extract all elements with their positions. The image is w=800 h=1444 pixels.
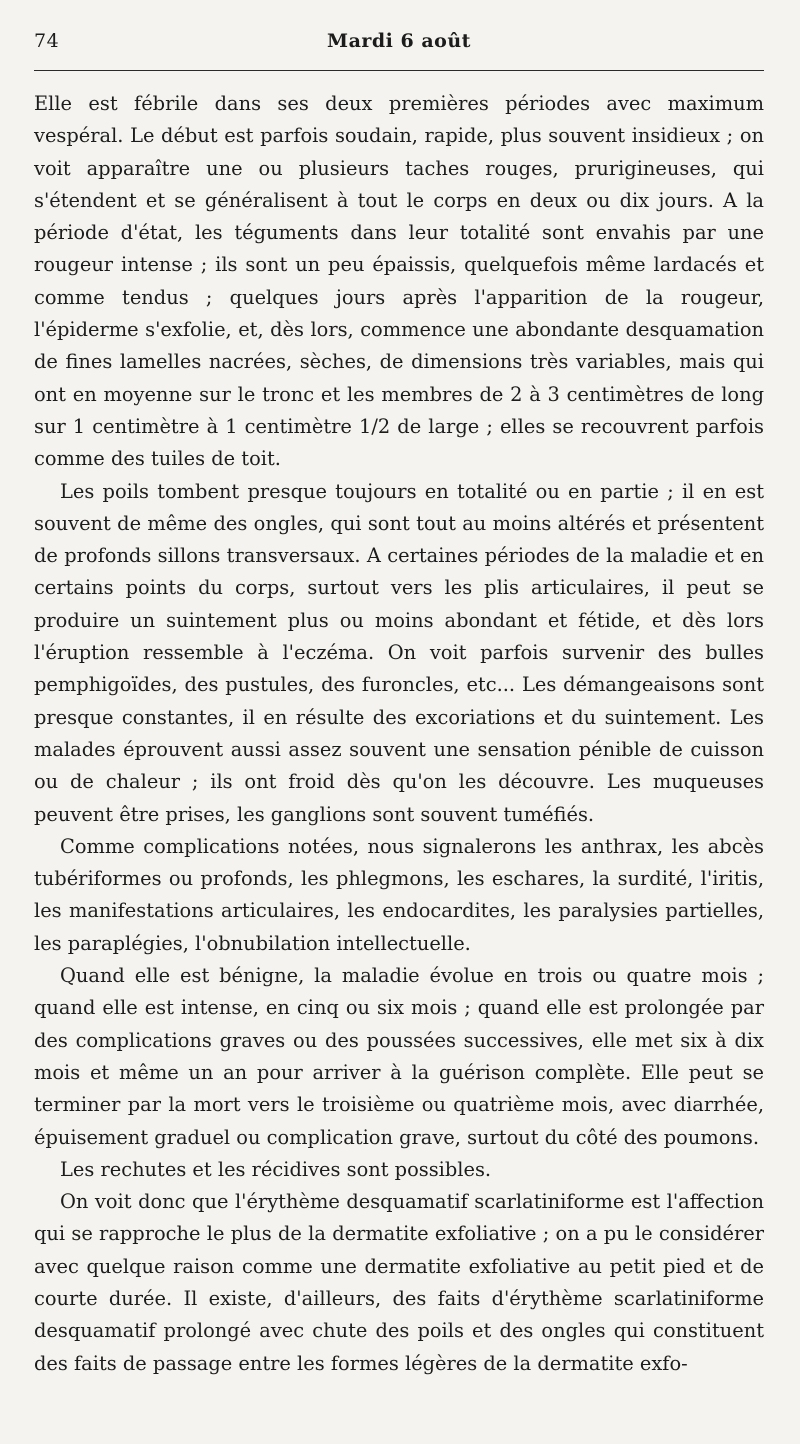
paragraph: Les rechutes et les récidives sont possibles. — [60, 1157, 492, 1181]
paragraph: Quand elle est bénigne, la maladie évolue en trois ou quatre mois ; quand elle est intense, en cinq ou six mois ; quand elle est prolongée par des complications graves ou des poussées successives, elle met six à dix mois et même un an pour arriver à la guérison complète. Elle peut se terminer par la mort vers le troisième ou quatrième mois, avec diarrhée, épuisement graduel ou complication grave, surtout du côté des poumons. — [34, 964, 764, 1149]
paragraph: On voit donc que l'érythème desquamatif scarlatiniforme est l'affection qui se rapproche le plus de la dermatite exfoliative ; on a pu le considérer avec quelque raison comme une dermatite exfoliative au petit pied et de courte durée. Il existe, d'ailleurs, des faits d'érythème scarlatiniforme desquamatif prolongé avec chute des poils et des ongles qui constituent des faits de passage entre les formes légères de la dermatite exfo- — [34, 1190, 764, 1375]
body-text — [34, 70, 764, 1380]
paragraph: Elle est fébrile dans ses deux premières périodes avec maximum vespéral. Le début est parfois soudain, rapide, plus souvent insidieux ; on voit apparaître une ou plusieurs taches rouges, prurigineuses, qui s'étendent et se généralisent à tout le corps en deux ou dix jours. A la période d'état, les téguments dans leur totalité sont envahis par une rougeur intense ; ils sont un peu épaissis, quelquefois même lardacés et comme tendus ; quelques jours après l'apparition de la rougeur, l'épiderme s'exfolie, et, dès lors, commence une abondante desquamation de fines lamelles nacrées, sèches, de dimensions très variables, mais qui ont en moyenne sur le tronc et les membres de 2 à 3 centimètres de long sur 1 centimètre à 1 centimètre 1/2 de large ; elles se recouvrent parfois comme des tuiles de toit. — [34, 92, 764, 471]
paragraph: Les poils tombent presque toujours en totalité ou en partie ; il en est souvent de même des ongles, qui sont tout au moins altérés et présentent de profonds sillons transversaux. A certaines périodes de la maladie et en certains points du corps, surtout vers les plis articulaires, il peut se produire un suintement plus ou moins abondant et fétide, et dès lors l'éruption ressemble à l'eczéma. On voit parfois survenir des bulles pemphigoïdes, des pustules, des furoncles, etc... Les démangeaisons sont presque constantes, il en résulte des excoriations et du suintement. Les malades éprouvent aussi assez souvent une sensation pénible de cuisson ou de chaleur ; ils ont froid dès qu'on les découvre. Les muqueuses peuvent être prises, les ganglions sont souvent tuméfiés. — [34, 479, 764, 826]
running-head: Mardi 6 août — [327, 30, 471, 52]
page-number: 74 — [34, 30, 60, 52]
paragraph: Comme complications notées, nous signalerons les anthrax, les abcès tubériformes ou profonds, les phlegmons, les eschares, la surdité, l'iritis, les manifestations articulaires, les endocardites, les paralysies partielles, les paraplégies, l'obnubilation intellectuelle. — [34, 834, 764, 955]
header-rule — [34, 70, 764, 71]
page-header — [34, 0, 764, 70]
